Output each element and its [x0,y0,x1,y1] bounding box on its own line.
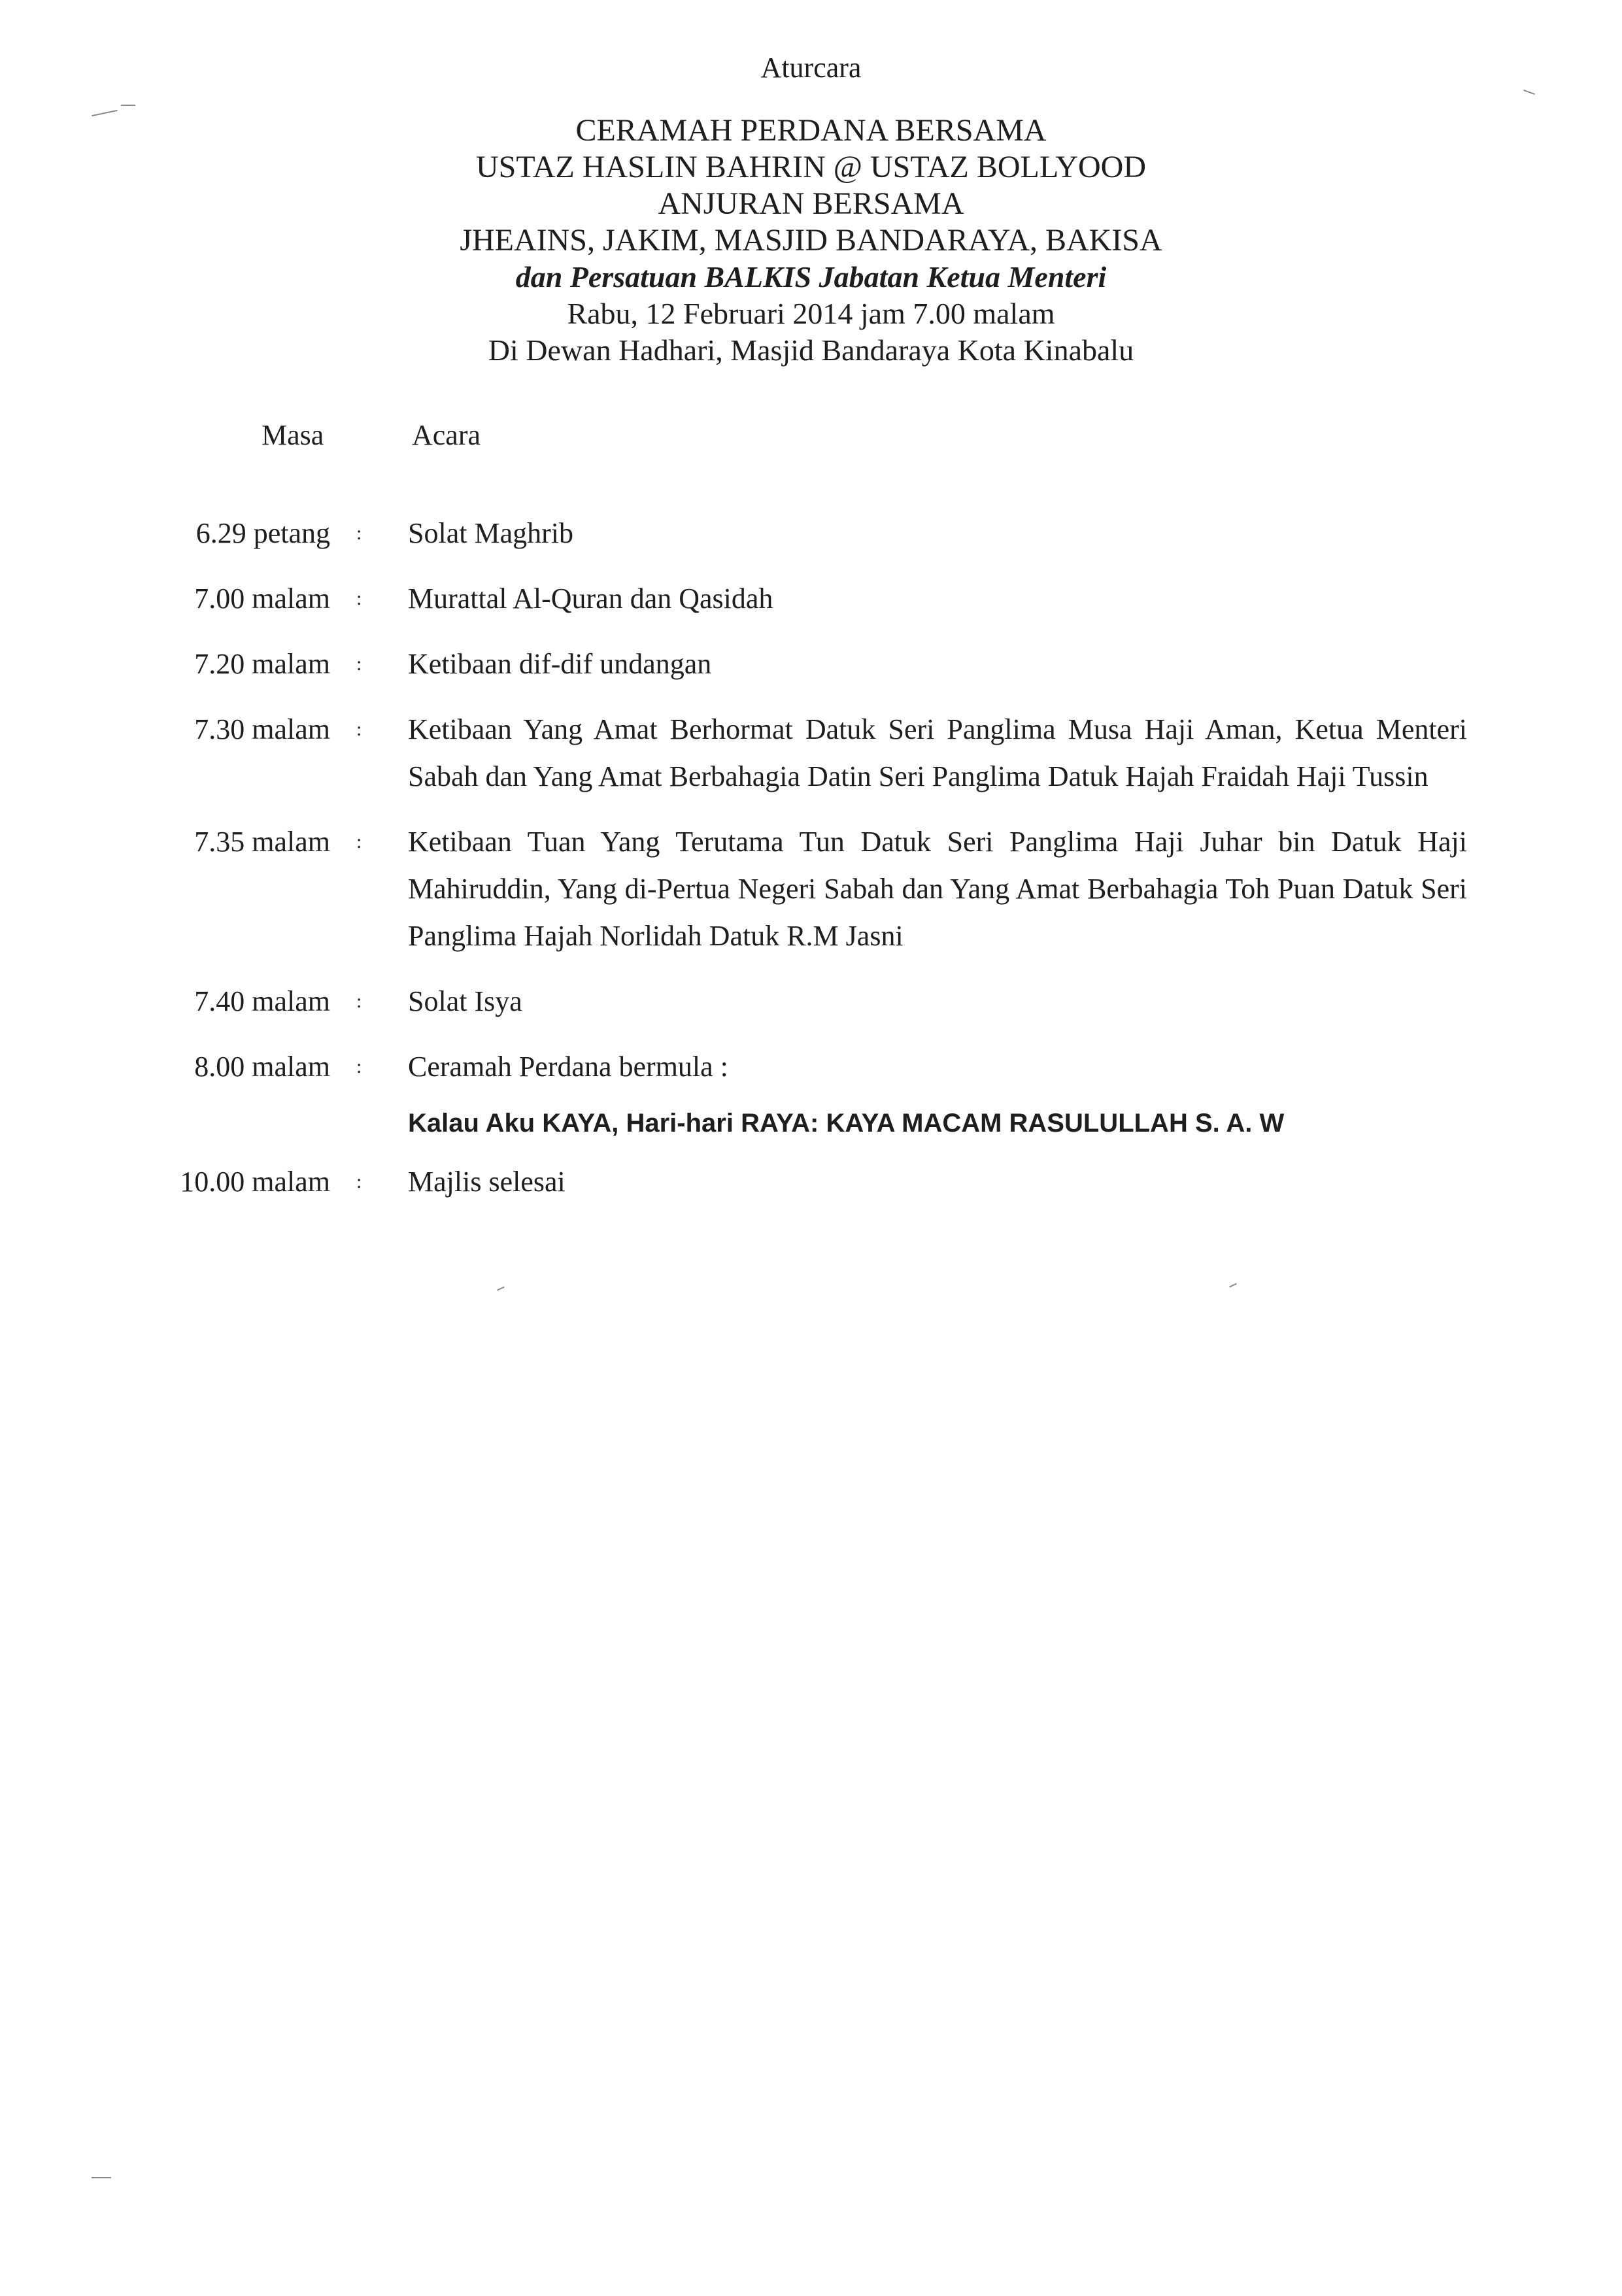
header-line: JHEAINS, JAKIM, MASJID BANDARAYA, BAKISA [460,223,1162,258]
page-title: Aturcara [760,52,862,84]
row-event: Ketibaan Yang Amat Berhormat Datuk Seri Panglima Musa Haji Aman, Ketua Menteri Sabah dan Yang Amat Berbahagia Datin Seri Panglima Datuk Hajah Fraidah Haji Tussin [408,713,1467,792]
row-event: Majlis selesai [408,1166,566,1198]
row-event: Ceramah Perdana bermula : [408,1051,728,1083]
row-time: 8.00 malam [194,1051,330,1083]
column-header-masa: Masa [262,419,324,451]
row-separator: : [356,1171,362,1192]
row-time: 7.40 malam [194,985,330,1017]
schedule-row [0,706,1622,800]
schedule-row [0,978,1622,1025]
row-time: 7.00 malam [194,582,330,615]
schedule-list [0,510,1622,1206]
event-header [0,112,1622,369]
schedule-row [0,641,1622,688]
row-time: 7.30 malam [194,713,330,745]
lecture-theme: Kalau Aku KAYA, Hari-hari RAYA: KAYA MACAM RASULULLAH S. A. W [408,1109,1285,1138]
scan-speck [92,2177,111,2178]
row-event: Ketibaan Tuan Yang Terutama Tun Datuk Seri Panglima Haji Juhar bin Datuk Haji Mahiruddin, Yang di-Pertua Negeri Sabah dan Yang Amat Berbahagia Toh Puan Datuk Seri Panglima Hajah Norlidah Datuk R.M Jasni [408,826,1467,952]
schedule-row [0,575,1622,622]
row-separator: : [356,718,362,740]
row-separator: : [356,522,362,544]
row-time: 10.00 malam [180,1166,330,1198]
schedule-row [0,1158,1622,1206]
row-event: Murattal Al-Quran dan Qasidah [408,582,773,615]
column-header-acara: Acara [412,419,481,451]
lecture-theme-row [0,1100,1622,1147]
scan-speck [1229,1283,1237,1288]
row-time: 7.35 malam [194,826,330,858]
date-line: Rabu, 12 Februari 2014 jam 7.00 malam [567,297,1055,330]
schedule-row [0,819,1622,960]
row-time: 6.29 petang [195,517,330,549]
venue-line: Di Dewan Hadhari, Masjid Bandaraya Kota Kinabalu [488,333,1134,367]
schedule-row [0,510,1622,557]
row-separator: : [356,990,362,1012]
row-event: Solat Maghrib [408,517,573,549]
organizer-line: dan Persatuan BALKIS Jabatan Ketua Menteri [515,260,1107,294]
header-line: ANJURAN BERSAMA [658,186,964,221]
header-line: USTAZ HASLIN BAHRIN @ USTAZ BOLLYOOD [475,150,1146,184]
scan-speck [497,1287,505,1291]
row-time: 7.20 malam [194,648,330,680]
scan-speck [1523,90,1535,95]
schedule-row [0,1043,1622,1090]
row-separator: : [356,1056,362,1077]
header-line: CERAMAH PERDANA BERSAMA [575,113,1047,148]
row-separator: : [356,653,362,675]
row-event: Solat Isya [408,985,522,1017]
row-event: Ketibaan dif-dif undangan [408,648,712,680]
row-separator: : [356,588,362,609]
scan-speck [121,105,135,106]
row-separator: : [356,831,362,853]
